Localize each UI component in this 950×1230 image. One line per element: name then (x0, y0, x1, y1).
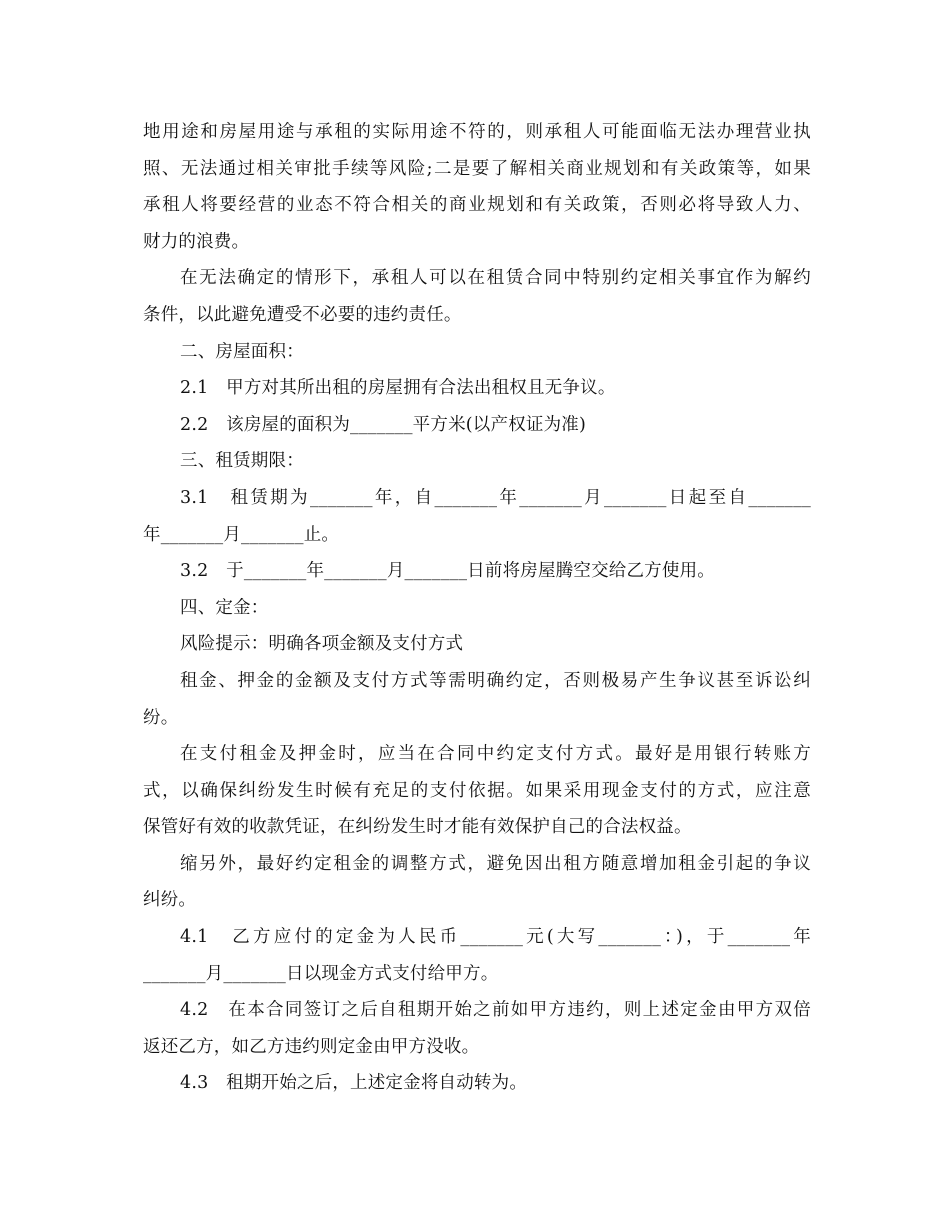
paragraph-line: 财力的浪费。 (143, 231, 250, 252)
clause-line: 年_______月_______止。 (143, 524, 340, 545)
paragraph-line: 缩另外，最好约定租金的调整方式，避免因出租方随意增加租金引起的争议 (180, 853, 811, 874)
paragraph-line: 式，以确保纠纷发生时候有充足的支付依据。如果采用现金支付的方式，应注意 (143, 780, 811, 801)
section-heading: 三、租赁期限： (180, 451, 304, 472)
clause-line: 3.1 租赁期为_______年，自_______年_______月_______日起至自_______ (180, 487, 811, 508)
paragraph-line: 地用途和房屋用途与承租的实际用途不符的，则承租人可能面临无法办理营业执 (143, 122, 811, 142)
paragraph-line: 保管好有效的收款凭证，在纠纷发生时才能有效保护自己的合法权益。 (143, 817, 692, 838)
paragraph-line: 纷。 (143, 707, 179, 728)
paragraph-line: 照、无法通过相关审批手续等风险;二是要了解相关商业规划和有关政策等，如果 (143, 158, 811, 179)
paragraph-line: 在支付租金及押金时，应当在合同中约定支付方式。最好是用银行转账方 (180, 744, 811, 765)
clause-line: 2.2 该房屋的面积为_______平方米(以产权证为准) (180, 414, 587, 435)
section-heading: 二、房屋面积： (180, 341, 304, 362)
document-body (143, 114, 811, 1102)
clause-line: 4.3 租期开始之后，上述定金将自动转为。 (180, 1073, 528, 1094)
paragraph-line: 在无法确定的情形下，承租人可以在租赁合同中特别约定相关事宜作为解约 (180, 268, 811, 289)
paragraph-line: 纠纷。 (143, 890, 197, 911)
clause-line: 4.2 在本合同签订之后自租期开始之前如甲方违约，则上述定金由甲方双倍 (180, 1000, 811, 1021)
section-heading: 四、定金： (180, 597, 269, 618)
risk-tip: 风险提示：明确各项金额及支付方式 (180, 634, 464, 655)
paragraph-line: 承租人将要经营的业态不符合相关的商业规划和有关政策，否则必将导致人力、 (143, 195, 811, 216)
clause-line: _______月_______日以现金方式支付给甲方。 (143, 963, 499, 984)
clause-line: 3.2 于_______年_______月_______日前将房屋腾空交给乙方使用。 (180, 561, 715, 582)
paragraph-line: 租金、押金的金额及支付方式等需明确约定，否则极易产生争议甚至诉讼纠 (180, 670, 811, 691)
clause-line: 返还乙方，如乙方违约则定金由甲方没收。 (143, 1036, 480, 1057)
paragraph-line: 条件，以此避免遭受不必要的违约责任。 (143, 304, 462, 325)
clause-line: 4.1 乙方应付的定金为人民币_______元(大写_______：)，于_______年 (180, 927, 811, 948)
clause-line: 2.1 甲方对其所出租的房屋拥有合法出租权且无争议。 (180, 378, 616, 399)
